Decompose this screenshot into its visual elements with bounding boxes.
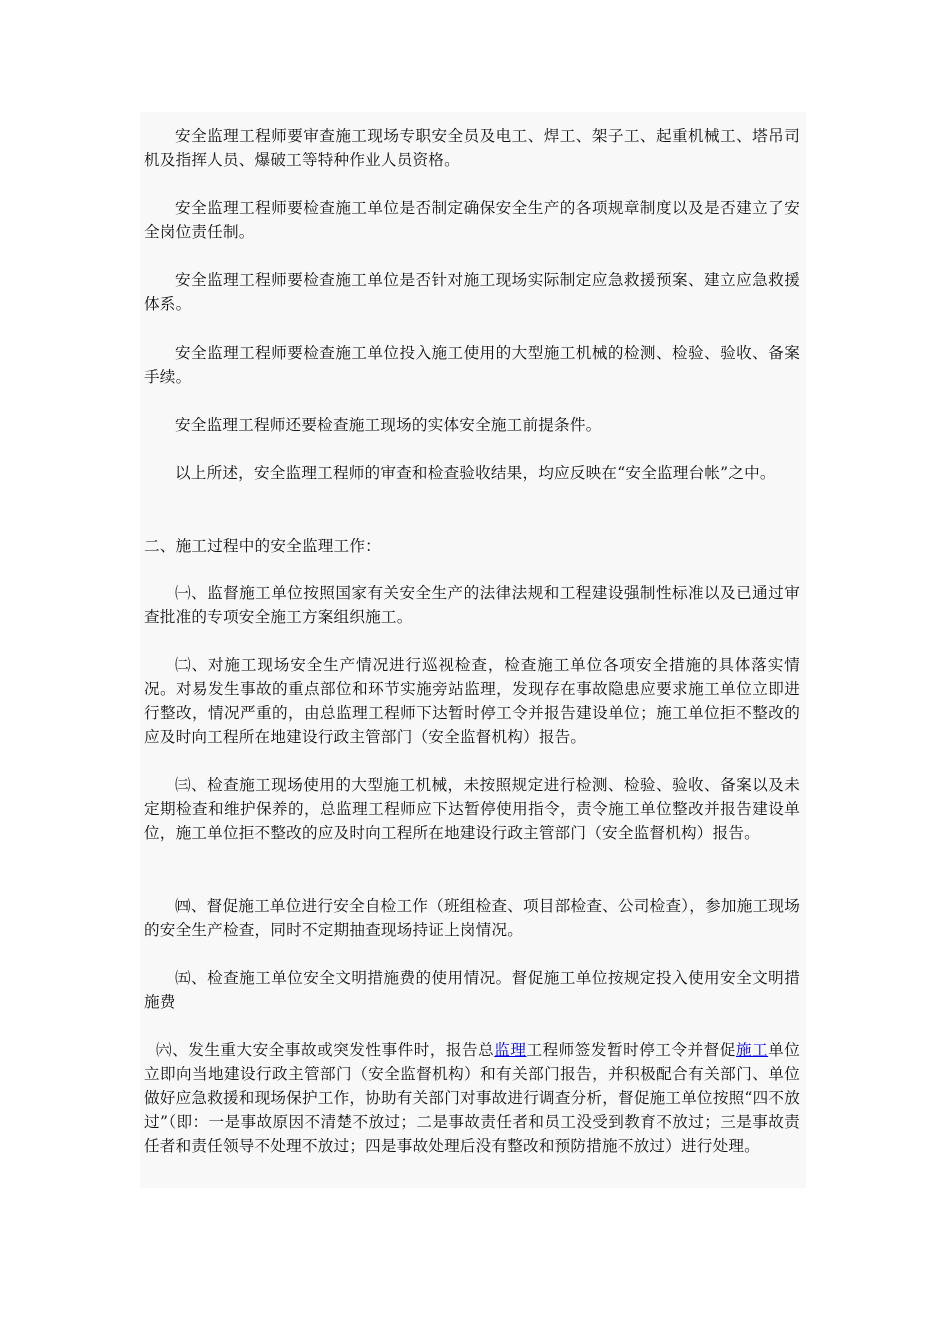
paragraph-personnel-qualifications: 安全监理工程师要审查施工现场专职安全员及电工、焊工、架子工、起重机械工、塔吊司机及指挥人员、爆破工等特种作业人员资格。 — [144, 127, 800, 169]
list-item-6-text-end: 单位立即向当地建设行政主管部门（安全监督机构）和有关部门报告，并积极配合有关部门、单位做好应急救援和现场保护工作，协助有关部门对事故进行调查分析，督促施工单位按照“四不放过”（即：一是事故原因不清楚不放过；二是事故责任者和员工没受到教育不放过；三是事故责任者和责任领导不处理不放过；四是事故处理后没有整改和预防措施不放过）进行处理。 — [144, 1041, 800, 1155]
list-item-6 — [144, 1038, 800, 1158]
paragraph-machinery-procedures: 安全监理工程师要检查施工单位投入施工使用的大型施工机械的检测、检验、验收、备案手续。 — [144, 344, 800, 386]
section-heading: 二、施工过程中的安全监理工作： — [144, 537, 381, 555]
list-item-1: ㈠、监督施工单位按照国家有关安全生产的法律法规和工程建设强制性标准以及已通过审查批准的专项安全施工方案组织施工。 — [144, 584, 800, 626]
list-item-6-text-start: ㈥、发生重大安全事故或突发性事件时，报告总 — [156, 1041, 495, 1059]
list-item-4: ㈣、督促施工单位进行安全自检工作（班组检查、项目部检查、公司检查），参加施工现场的安全生产检查，同时不定期抽查现场持证上岗情况。 — [144, 897, 800, 939]
construction-link[interactable]: 施工 — [735, 1041, 769, 1059]
list-item-5: ㈤、检查施工单位安全文明措施费的使用情况。督促施工单位按规定投入使用安全文明措施费 — [144, 969, 800, 1011]
supervision-link[interactable]: 监理 — [494, 1041, 527, 1059]
paragraph-summary: 以上所述，安全监理工程师的审查和检查验收结果，均应反映在“安全监理台帐”之中。 — [175, 464, 776, 482]
document-body — [140, 112, 806, 1188]
list-item-3: ㈢、检查施工现场使用的大型施工机械，未按照规定进行检测、检验、验收、备案以及未定期检查和维护保养的，总监理工程师应下达暂停使用指令，责令施工单位整改并报告建设单位，施工单位拒不整改的应及时向工程所在地建设行政主管部门（安全监督机构）报告。 — [144, 776, 800, 842]
paragraph-site-conditions: 安全监理工程师还要检查施工现场的实体安全施工前提条件。 — [175, 416, 602, 434]
list-item-6-text-middle: 工程师签发暂时停工令并督促 — [526, 1041, 736, 1059]
list-item-2: ㈡、对施工现场安全生产情况进行巡视检查，检查施工单位各项安全措施的具体落实情况。对易发生事故的重点部位和环节实施旁站监理，发现存在事故隐患应要求施工单位立即进行整改，情况严重的，由总监理工程师下达暂时停工令并报告建设单位；施工单位拒不整改的应及时向工程所在地建设行政主管部门（安全监督机构）报告。 — [144, 656, 800, 746]
paragraph-safety-rules: 安全监理工程师要检查施工单位是否制定确保安全生产的各项规章制度以及是否建立了安全岗位责任制。 — [144, 199, 800, 241]
paragraph-emergency-plan: 安全监理工程师要检查施工单位是否针对施工现场实际制定应急救援预案、建立应急救援体系。 — [144, 271, 800, 313]
